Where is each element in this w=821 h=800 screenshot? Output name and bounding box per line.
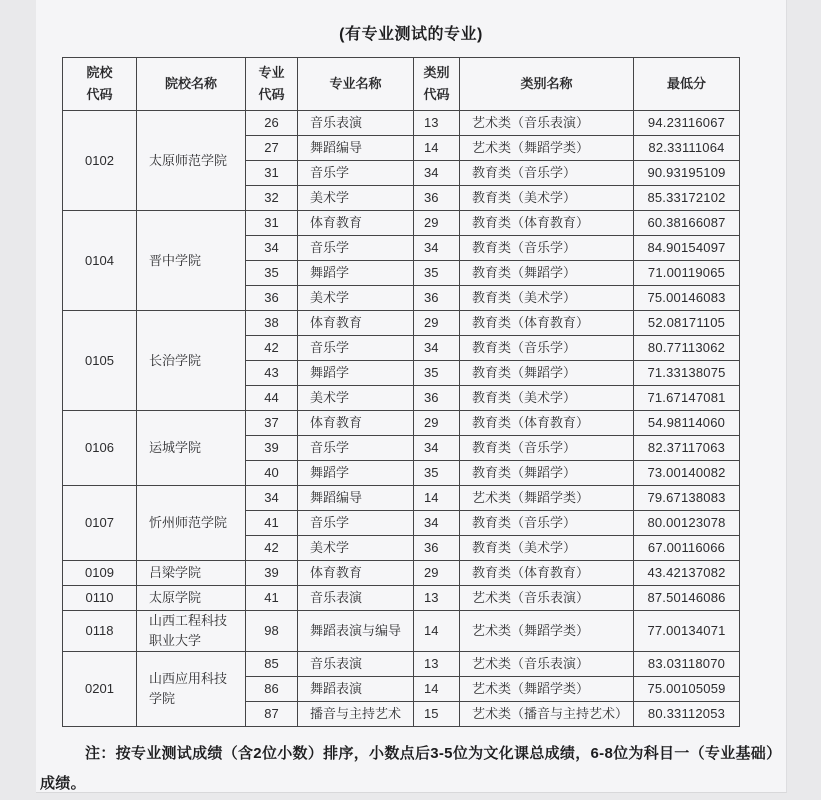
major-code-cell: 40 bbox=[246, 461, 298, 486]
category-code-cell: 13 bbox=[414, 652, 460, 677]
college-code-cell: 0105 bbox=[63, 311, 137, 411]
category-code-cell: 34 bbox=[414, 161, 460, 186]
category-name-cell: 艺术类（舞蹈学类） bbox=[460, 611, 634, 652]
table-row bbox=[63, 211, 740, 236]
major-name-cell: 美术学 bbox=[298, 186, 414, 211]
header-category-name: 类别名称 bbox=[460, 58, 634, 111]
category-code-cell: 15 bbox=[414, 702, 460, 727]
min-score-cell: 82.33111064 bbox=[634, 136, 740, 161]
category-name-cell: 教育类（音乐学） bbox=[460, 336, 634, 361]
college-code-cell: 0106 bbox=[63, 411, 137, 486]
major-code-cell: 31 bbox=[246, 211, 298, 236]
category-name-cell: 艺术类（音乐表演） bbox=[460, 652, 634, 677]
table-row bbox=[63, 111, 740, 136]
major-name-cell: 音乐学 bbox=[298, 161, 414, 186]
category-code-cell: 35 bbox=[414, 361, 460, 386]
table-row bbox=[63, 652, 740, 677]
major-name-cell: 音乐表演 bbox=[298, 586, 414, 611]
min-score-cell: 71.00119065 bbox=[634, 261, 740, 286]
footnote: 注：按专业测试成绩（含2位小数）排序，小数点后3-5位为文化课总成绩，6-8位为科目一（专业基础）成绩。 bbox=[40, 745, 782, 792]
major-code-cell: 41 bbox=[246, 511, 298, 536]
major-name-cell: 体育教育 bbox=[298, 211, 414, 236]
college-name-cell: 运城学院 bbox=[137, 411, 246, 486]
min-score-cell: 73.00140082 bbox=[634, 461, 740, 486]
min-score-cell: 87.50146086 bbox=[634, 586, 740, 611]
min-score-cell: 77.00134071 bbox=[634, 611, 740, 652]
category-name-cell: 教育类（美术学） bbox=[460, 386, 634, 411]
category-name-cell: 教育类（体育教育） bbox=[460, 561, 634, 586]
min-score-cell: 52.08171105 bbox=[634, 311, 740, 336]
min-score-cell: 67.00116066 bbox=[634, 536, 740, 561]
college-code-cell: 0104 bbox=[63, 211, 137, 311]
document-page bbox=[36, 0, 787, 793]
major-code-cell: 27 bbox=[246, 136, 298, 161]
college-code-cell: 0102 bbox=[63, 111, 137, 211]
header-min-score: 最低分 bbox=[634, 58, 740, 111]
major-name-cell: 舞蹈编导 bbox=[298, 486, 414, 511]
min-score-cell: 79.67138083 bbox=[634, 486, 740, 511]
category-code-cell: 29 bbox=[414, 411, 460, 436]
category-name-cell: 教育类（音乐学） bbox=[460, 436, 634, 461]
header-college-code: 院校代码 bbox=[63, 58, 137, 111]
category-name-cell: 艺术类（舞蹈学类） bbox=[460, 136, 634, 161]
major-code-cell: 44 bbox=[246, 386, 298, 411]
category-name-cell: 艺术类（音乐表演） bbox=[460, 111, 634, 136]
category-code-cell: 36 bbox=[414, 286, 460, 311]
major-name-cell: 音乐表演 bbox=[298, 652, 414, 677]
page-title: (有专业测试的专业) bbox=[339, 26, 483, 43]
major-name-cell: 美术学 bbox=[298, 386, 414, 411]
college-name-cell: 晋中学院 bbox=[137, 211, 246, 311]
major-code-cell: 98 bbox=[246, 611, 298, 652]
major-code-cell: 39 bbox=[246, 436, 298, 461]
category-code-cell: 34 bbox=[414, 336, 460, 361]
category-code-cell: 29 bbox=[414, 311, 460, 336]
category-name-cell: 教育类（音乐学） bbox=[460, 161, 634, 186]
college-name-cell: 长治学院 bbox=[137, 311, 246, 411]
major-name-cell: 美术学 bbox=[298, 286, 414, 311]
category-name-cell: 艺术类（播音与主持艺术） bbox=[460, 702, 634, 727]
major-code-cell: 42 bbox=[246, 536, 298, 561]
category-name-cell: 教育类（音乐学） bbox=[460, 511, 634, 536]
college-code-cell: 0201 bbox=[63, 652, 137, 727]
major-code-cell: 38 bbox=[246, 311, 298, 336]
category-code-cell: 14 bbox=[414, 486, 460, 511]
min-score-cell: 80.00123078 bbox=[634, 511, 740, 536]
category-code-cell: 34 bbox=[414, 436, 460, 461]
category-name-cell: 艺术类（舞蹈学类） bbox=[460, 486, 634, 511]
category-code-cell: 14 bbox=[414, 611, 460, 652]
admission-score-table bbox=[62, 57, 740, 727]
header-major-name: 专业名称 bbox=[298, 58, 414, 111]
header-college-name: 院校名称 bbox=[137, 58, 246, 111]
min-score-cell: 75.00105059 bbox=[634, 677, 740, 702]
table-row bbox=[63, 311, 740, 336]
category-name-cell: 教育类（音乐学） bbox=[460, 236, 634, 261]
category-name-cell: 教育类（美术学） bbox=[460, 286, 634, 311]
table-row bbox=[63, 411, 740, 436]
category-name-cell: 艺术类（舞蹈学类） bbox=[460, 677, 634, 702]
category-code-cell: 34 bbox=[414, 511, 460, 536]
major-code-cell: 36 bbox=[246, 286, 298, 311]
category-name-cell: 教育类（体育教育） bbox=[460, 211, 634, 236]
min-score-cell: 85.33172102 bbox=[634, 186, 740, 211]
major-name-cell: 舞蹈学 bbox=[298, 361, 414, 386]
category-code-cell: 36 bbox=[414, 536, 460, 561]
table-header bbox=[63, 58, 740, 111]
header-category-code: 类别代码 bbox=[414, 58, 460, 111]
min-score-cell: 90.93195109 bbox=[634, 161, 740, 186]
header-major-code: 专业代码 bbox=[246, 58, 298, 111]
major-code-cell: 31 bbox=[246, 161, 298, 186]
category-code-cell: 29 bbox=[414, 561, 460, 586]
major-code-cell: 87 bbox=[246, 702, 298, 727]
table-row bbox=[63, 486, 740, 511]
major-code-cell: 32 bbox=[246, 186, 298, 211]
category-code-cell: 36 bbox=[414, 386, 460, 411]
major-name-cell: 体育教育 bbox=[298, 311, 414, 336]
college-name-cell: 太原学院 bbox=[137, 586, 246, 611]
college-code-cell: 0110 bbox=[63, 586, 137, 611]
major-name-cell: 舞蹈表演 bbox=[298, 677, 414, 702]
major-name-cell: 体育教育 bbox=[298, 411, 414, 436]
major-name-cell: 音乐学 bbox=[298, 336, 414, 361]
category-name-cell: 教育类（舞蹈学） bbox=[460, 461, 634, 486]
category-name-cell: 教育类（舞蹈学） bbox=[460, 261, 634, 286]
min-score-cell: 71.67147081 bbox=[634, 386, 740, 411]
category-code-cell: 36 bbox=[414, 186, 460, 211]
category-code-cell: 34 bbox=[414, 236, 460, 261]
major-code-cell: 86 bbox=[246, 677, 298, 702]
major-code-cell: 37 bbox=[246, 411, 298, 436]
major-name-cell: 舞蹈学 bbox=[298, 461, 414, 486]
table-body bbox=[63, 111, 740, 727]
min-score-cell: 75.00146083 bbox=[634, 286, 740, 311]
min-score-cell: 60.38166087 bbox=[634, 211, 740, 236]
major-name-cell: 体育教育 bbox=[298, 561, 414, 586]
major-name-cell: 音乐学 bbox=[298, 436, 414, 461]
min-score-cell: 80.77113062 bbox=[634, 336, 740, 361]
major-name-cell: 舞蹈表演与编导 bbox=[298, 611, 414, 652]
major-code-cell: 26 bbox=[246, 111, 298, 136]
category-name-cell: 教育类（舞蹈学） bbox=[460, 361, 634, 386]
college-name-cell: 太原师范学院 bbox=[137, 111, 246, 211]
college-code-cell: 0118 bbox=[63, 611, 137, 652]
table-row bbox=[63, 561, 740, 586]
category-name-cell: 艺术类（音乐表演） bbox=[460, 586, 634, 611]
category-code-cell: 13 bbox=[414, 586, 460, 611]
table-row bbox=[63, 611, 740, 652]
min-score-cell: 54.98114060 bbox=[634, 411, 740, 436]
category-name-cell: 教育类（体育教育） bbox=[460, 411, 634, 436]
major-code-cell: 35 bbox=[246, 261, 298, 286]
category-name-cell: 教育类（美术学） bbox=[460, 186, 634, 211]
major-name-cell: 舞蹈学 bbox=[298, 261, 414, 286]
category-name-cell: 教育类（体育教育） bbox=[460, 311, 634, 336]
major-code-cell: 34 bbox=[246, 236, 298, 261]
college-name-cell: 吕梁学院 bbox=[137, 561, 246, 586]
college-name-cell: 山西应用科技学院 bbox=[137, 652, 246, 727]
major-code-cell: 42 bbox=[246, 336, 298, 361]
major-name-cell: 音乐学 bbox=[298, 511, 414, 536]
category-code-cell: 29 bbox=[414, 211, 460, 236]
major-code-cell: 34 bbox=[246, 486, 298, 511]
min-score-cell: 80.33112053 bbox=[634, 702, 740, 727]
major-name-cell: 舞蹈编导 bbox=[298, 136, 414, 161]
category-code-cell: 35 bbox=[414, 461, 460, 486]
college-code-cell: 0107 bbox=[63, 486, 137, 561]
table-row bbox=[63, 586, 740, 611]
min-score-cell: 82.37117063 bbox=[634, 436, 740, 461]
major-name-cell: 音乐学 bbox=[298, 236, 414, 261]
college-name-cell: 山西工程科技职业大学 bbox=[137, 611, 246, 652]
min-score-cell: 84.90154097 bbox=[634, 236, 740, 261]
category-code-cell: 14 bbox=[414, 677, 460, 702]
category-code-cell: 14 bbox=[414, 136, 460, 161]
min-score-cell: 43.42137082 bbox=[634, 561, 740, 586]
major-code-cell: 85 bbox=[246, 652, 298, 677]
min-score-cell: 94.23116067 bbox=[634, 111, 740, 136]
major-code-cell: 41 bbox=[246, 586, 298, 611]
min-score-cell: 71.33138075 bbox=[634, 361, 740, 386]
category-code-cell: 13 bbox=[414, 111, 460, 136]
major-name-cell: 美术学 bbox=[298, 536, 414, 561]
major-name-cell: 音乐表演 bbox=[298, 111, 414, 136]
major-name-cell: 播音与主持艺术 bbox=[298, 702, 414, 727]
header-row bbox=[63, 58, 740, 111]
min-score-cell: 83.03118070 bbox=[634, 652, 740, 677]
college-code-cell: 0109 bbox=[63, 561, 137, 586]
college-name-cell: 忻州师范学院 bbox=[137, 486, 246, 561]
category-code-cell: 35 bbox=[414, 261, 460, 286]
category-name-cell: 教育类（美术学） bbox=[460, 536, 634, 561]
major-code-cell: 43 bbox=[246, 361, 298, 386]
major-code-cell: 39 bbox=[246, 561, 298, 586]
